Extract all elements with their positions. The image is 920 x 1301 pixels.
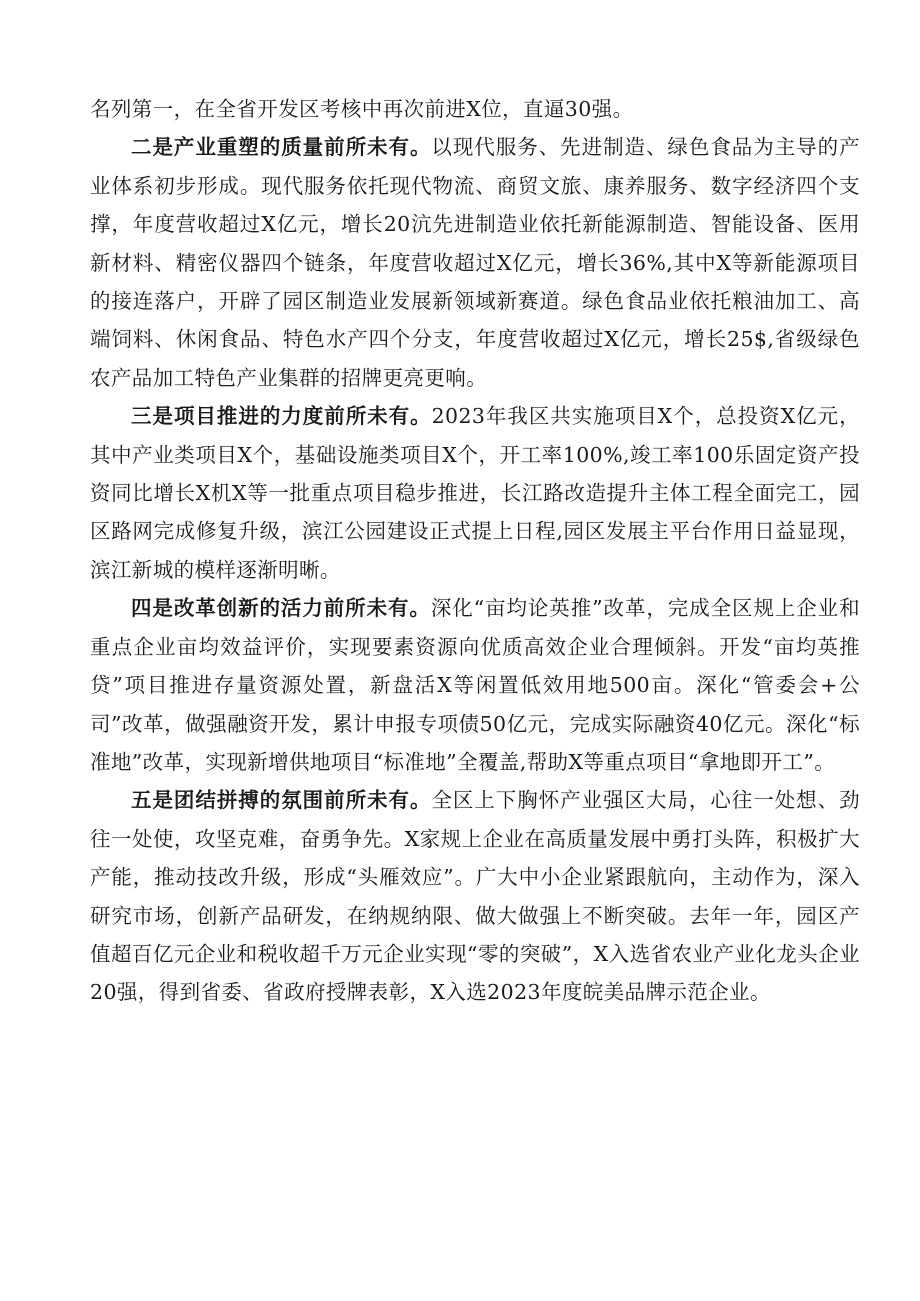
paragraph-continuation: [90, 90, 860, 128]
paragraph-text: 名列第一，在全省开发区考核中再次前进X位，直逼30强。: [90, 97, 634, 121]
document-body: [90, 90, 860, 1012]
paragraph-reform-innovation: [90, 589, 860, 781]
paragraph-project-progress: [90, 397, 860, 589]
paragraph-text: 以现代服务、先进制造、绿色食品为主导的产业体系初步形成。现代服务依托现代物流、商贸文旅、康养服务、数字经济四个支撑，年度营收超过X亿元，增长20沆先进制造业依托新能源制造、智能设备、医用新材料、精密仪器四个链条，年度营收超过X亿元，增长36%,其中X等新能源项目的接连落户，开辟了园区制造业发展新领域新赛道。绿色食品业依托粮油加工、高端饲料、休闲食品、特色水产四个分支，年度营收超过X亿元，增长25$,省级绿色农产品加工特色产业集群的招牌更亮更响。: [90, 135, 860, 390]
paragraph-industry-reshaping: [90, 128, 860, 397]
paragraph-lead: 五是团结拼搏的氛围前所未有。: [131, 788, 432, 813]
paragraph-text: 2023年我区共实施项目X个，总投资X亿元，其中产业类项目X个，基础设施类项目X个，开工率100%,竣工率100乐固定资产投资同比增长X机X等一批重点项目稳步推进，长江路改造提升主体工程全面完工，园区路网完成修复升级，滨江公园建设正式提上日程,园区发展主平台作用日益显现，滨江新城的模样逐渐明晰。: [90, 404, 860, 582]
paragraph-unity-atmosphere: [90, 781, 860, 1011]
paragraph-lead: 二是产业重塑的质量前所未有。: [131, 135, 432, 160]
paragraph-lead: 三是项目推进的力度前所未有。: [131, 404, 432, 429]
paragraph-text: 全区上下胸怀产业强区大局，心往一处想、劲往一处使，攻坚克难，奋勇争先。X家规上企业在高质量发展中勇打头阵，积极扩大产能，推动技改升级，形成“头雁效应”。广大中小企业紧跟航向，主动作为，深入研究市场，创新产品研发，在纳规纳限、做大做强上不断突破。去年一年，园区产值超百亿元企业和税收超千万元企业实现“零的突破”，X入选省农业产业化龙头企业20强，得到省委、省政府授牌表彰，X入选2023年度皖美品牌示范企业。: [90, 788, 860, 1005]
paragraph-lead: 四是改革创新的活力前所未有。: [131, 596, 431, 621]
paragraph-text: 深化“亩均论英推”改革，完成全区规上企业和重点企业亩均效益评价，实现要素资源向优质高效企业合理倾斜。开发“亩均英推贷”项目推进存量资源处置，新盘活X等闲置低效用地500亩。深化“管委会+公司”改革，做强融资开发，累计申报专项债50亿元，完成实际融资40亿元。深化“标准地”改革，实现新增供地项目“标准地”全覆盖,帮助X等重点项目“拿地即开工”。: [90, 596, 860, 774]
